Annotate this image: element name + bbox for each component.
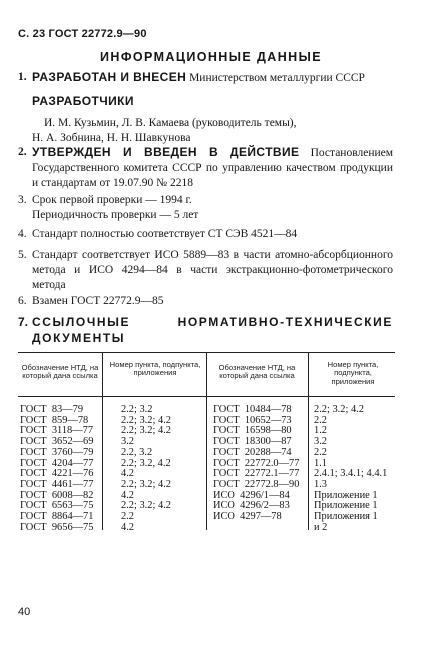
section-number: 2. <box>18 146 27 158</box>
section-text: Стандарт соответствует ИСО 5889—83 в части атомно-абсорбционного метода и ИСО 4294—84 в части экстракционно-фотометрического метода <box>32 249 393 291</box>
section-text: Взамен ГОСТ 22772.9—85 <box>32 295 164 307</box>
table-cell-item: и 2 <box>314 521 328 533</box>
table-cell-doc: ГОСТ 83—79 <box>20 404 84 415</box>
left-doc-column <box>20 405 93 533</box>
right-item-column <box>314 405 387 533</box>
section-heading: УТВЕРЖДЕН И ВВЕДЕН В ДЕЙСТВИЕ <box>32 145 300 159</box>
section-6 <box>18 294 393 309</box>
table-cell-doc: ГОСТ 22772.8—90 <box>213 478 300 490</box>
section-number: 7. <box>18 315 29 329</box>
section-number: 5. <box>18 249 27 261</box>
section-heading: РАЗРАБОТАН И ВНЕСЕН <box>32 70 187 84</box>
section-5 <box>18 248 393 293</box>
developers-line-1: И. М. Кузьмин, Л. В. Камаева (руководитель темы), <box>44 117 297 129</box>
table-cell-item: 2.2; 3.2; 4.2 <box>121 414 171 426</box>
section-number: 3. <box>18 194 27 206</box>
table-cell-doc: ГОСТ 16598—80 <box>213 425 292 437</box>
section-text: Постановлением Государственного комитета СССР по управлению качеством продукции и стандартам от 19.07.90 № 2218 <box>32 147 394 189</box>
table-cell-item: 2.2 <box>314 446 327 458</box>
table-cell-item: 4.2 <box>121 468 134 480</box>
table-cell-item: 2.2, 3.2 <box>121 446 153 458</box>
running-header: С. 23 ГОСТ 22772.9—90 <box>18 28 147 40</box>
table-divider <box>206 352 207 530</box>
table-cell-doc: ГОСТ 6008—82 <box>20 489 94 501</box>
developers-line-2: Н. А. Зобнина, Н. Н. Шавкунова <box>32 132 191 144</box>
table-cell-item: 2.2; 3.2 <box>121 404 153 415</box>
table-cell-doc: ГОСТ 22772.1—77 <box>213 468 300 480</box>
table-cell-item: 2.4.1; 3.4.1; 4.4.1 <box>314 468 388 480</box>
table-cell-doc: ГОСТ 10484—78 <box>213 404 292 415</box>
section-text: Министерством металлургии СССР <box>189 72 365 84</box>
table-divider <box>308 352 309 530</box>
table-cell-doc: ГОСТ 9656—75 <box>20 521 94 533</box>
section-line-2: Периодичность проверки — 5 лет <box>32 209 199 221</box>
table-divider <box>102 352 103 530</box>
table-cell-doc: ГОСТ 4204—77 <box>20 457 94 469</box>
table-cell-doc: ГОСТ 3118—77 <box>20 425 94 437</box>
section-4 <box>18 227 393 242</box>
section-heading: ССЫЛОЧНЫЕ НОРМАТИВНО-ТЕХНИЧЕСКИЕ ДОКУМЕНТЫ <box>32 315 393 345</box>
table-cell-doc: ГОСТ 4221—76 <box>20 468 94 480</box>
section-3 <box>18 193 393 223</box>
table-cell-doc: ГОСТ 6563—75 <box>20 500 94 512</box>
table-cell-doc: ИСО 4297—78 <box>213 511 282 523</box>
table-cell-item: Приложение 1 <box>314 489 378 501</box>
table-cell-item: 2.2; 3.2; 4.2 <box>121 478 171 490</box>
table-cell-doc: ГОСТ 4461—77 <box>20 478 94 490</box>
table-cell-item: 4.2 <box>121 521 134 533</box>
section-number: 6. <box>18 295 27 307</box>
table-cell-item: 1.3 <box>314 478 327 490</box>
column-header-doc: Обозначение НТД, на который дана ссылка <box>218 363 296 381</box>
table-cell-doc: ГОСТ 3652—69 <box>20 436 94 448</box>
table-cell-item: 1.2 <box>314 425 327 437</box>
table-cell-item: 4.2 <box>121 489 134 501</box>
table-cell-doc: ИСО 4296/2—83 <box>213 500 290 512</box>
left-item-column <box>121 405 171 533</box>
section-number: 4. <box>18 228 27 240</box>
table-cell-item: 2.2 <box>121 511 134 523</box>
section-7 <box>18 315 393 347</box>
developers-title: РАЗРАБОТЧИКИ <box>32 94 134 108</box>
table-cell-doc: ГОСТ 18300—87 <box>213 436 292 448</box>
section-number: 1. <box>18 71 27 83</box>
table-cell-item: Приложения 1 <box>314 511 378 523</box>
developers-title-block <box>18 94 393 110</box>
table-cell-item: 2.2; 3.2; 4.2 <box>314 404 364 415</box>
table-cell-doc: ГОСТ 3760—79 <box>20 446 94 458</box>
section-text: Стандарт полностью соответствует СТ СЭВ 4521—84 <box>32 228 298 240</box>
table-cell-doc: ГОСТ 22772.0—77 <box>213 457 300 469</box>
table-cell-item: 2.2; 3.2; 4.2 <box>121 500 171 512</box>
column-header-doc: Обозначение НТД, на который дана ссылка <box>21 363 99 381</box>
table-cell-doc: ГОСТ 8864—71 <box>20 511 94 523</box>
page-title: ИНФОРМАЦИОННЫЕ ДАННЫЕ <box>100 50 322 64</box>
table-cell-doc: ИСО 4296/1—84 <box>213 489 290 501</box>
column-header-item: Номер пункта, подпункта, приложения <box>327 360 379 386</box>
page-number: 40 <box>18 606 31 618</box>
section-1 <box>18 70 393 86</box>
table-cell-item: 3.2 <box>314 436 327 448</box>
right-doc-column <box>213 405 299 523</box>
table-cell-doc: ГОСТ 10652—73 <box>213 414 292 426</box>
reference-table <box>18 352 395 532</box>
section-line-1: Срок первой проверки — 1994 г. <box>32 194 192 206</box>
table-cell-item: 3.2 <box>121 436 134 448</box>
column-header-item: Номер пункта, подпункта, приложения <box>109 360 201 378</box>
developers-list <box>18 116 393 146</box>
table-cell-item: 2.2; 3.2; 4.2 <box>121 425 171 437</box>
section-2 <box>18 145 393 191</box>
table-cell-doc: ГОСТ 859—78 <box>20 414 89 426</box>
table-cell-item: 2.2 <box>314 414 327 426</box>
table-cell-doc: ГОСТ 20288—74 <box>213 446 292 458</box>
table-cell-item: Приложение 1 <box>314 500 378 512</box>
table-cell-item: 1.1 <box>314 457 327 469</box>
table-cell-item: 2.2; 3.2, 4.2 <box>121 457 171 469</box>
